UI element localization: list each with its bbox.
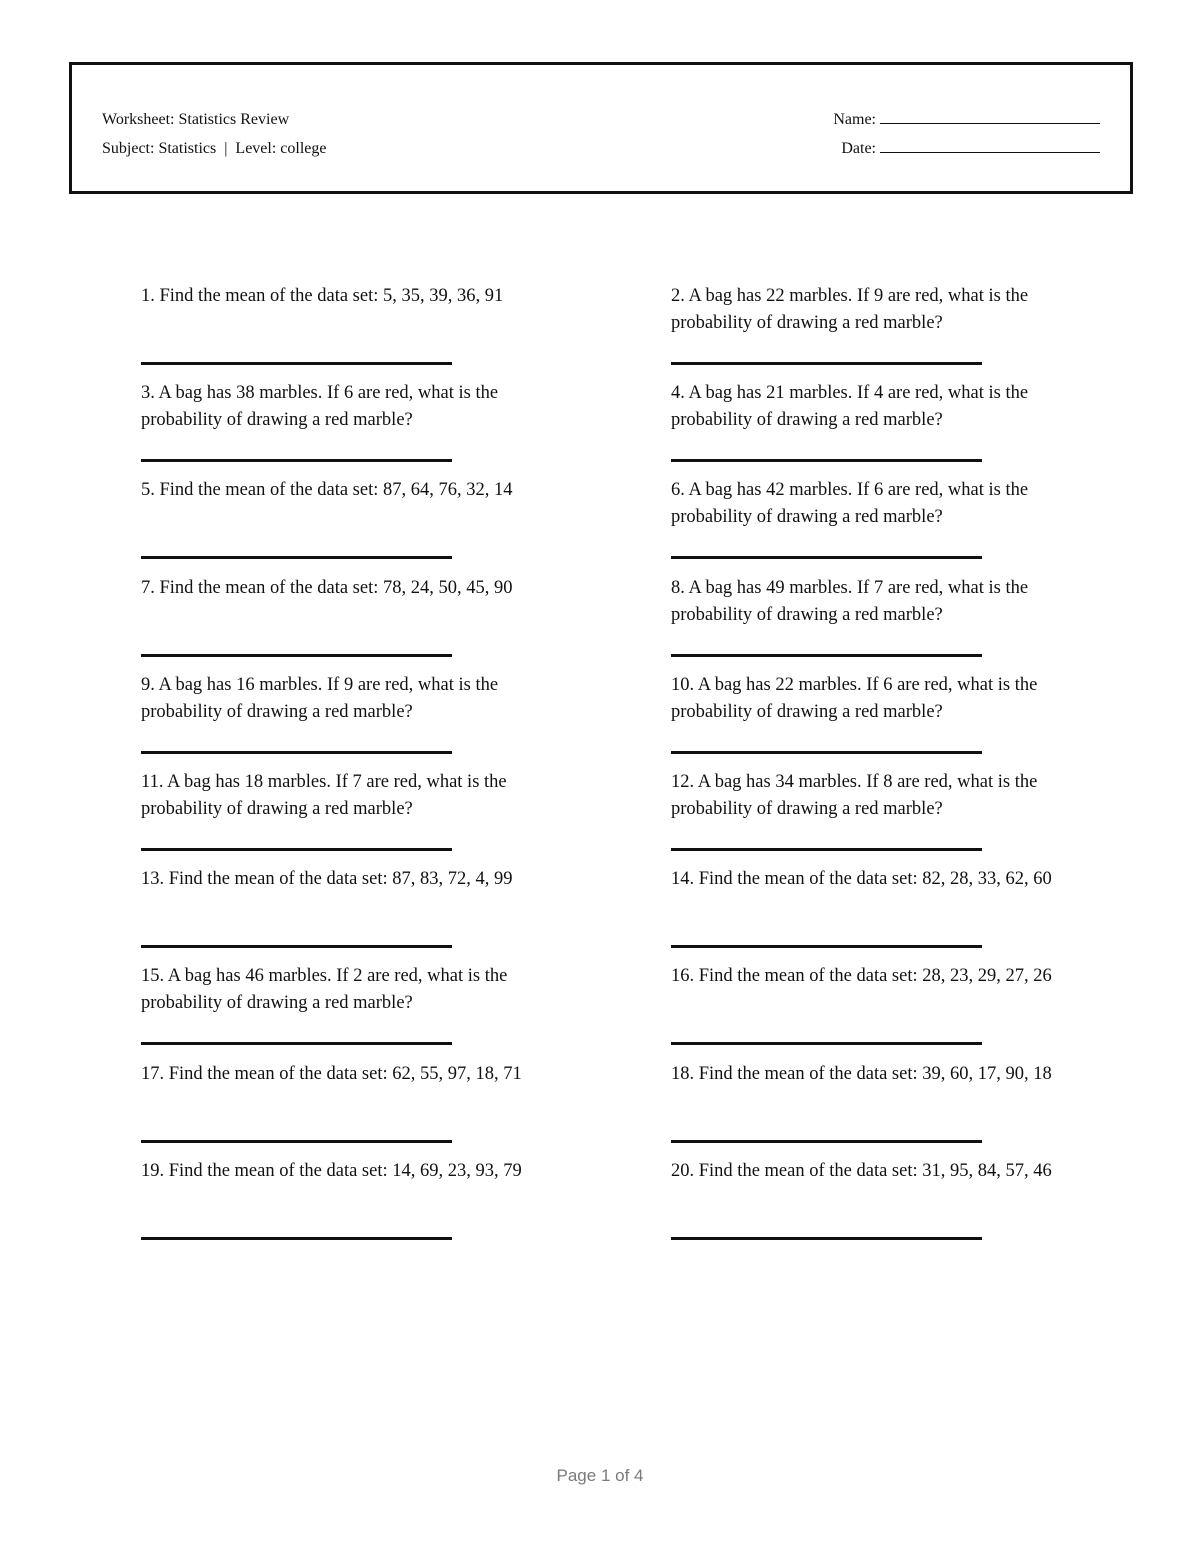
subject-label: Subject: Statistics (102, 140, 217, 157)
question-text: 6. A bag has 42 marbles. If 6 are red, what is the probability of drawing a red marble? (671, 480, 1029, 528)
question-text: 20. Find the mean of the data set: 31, 95, 84, 57, 46 (671, 1160, 1052, 1181)
answer-line[interactable] (671, 556, 982, 559)
question-text: 14. Find the mean of the data set: 82, 28, 33, 62, 60 (671, 869, 1052, 890)
question-item (671, 574, 1091, 671)
separator: | (224, 140, 228, 157)
question-item (671, 282, 1091, 379)
question-item (141, 865, 561, 962)
answer-line[interactable] (671, 1140, 982, 1143)
worksheet-title: Worksheet: Statistics Review (102, 111, 290, 128)
page-footer: Page 1 of 4 (556, 1466, 644, 1485)
question-text: 16. Find the mean of the data set: 28, 23, 29, 27, 26 (671, 966, 1052, 987)
name-field (833, 105, 1100, 134)
question-grid (141, 282, 1091, 1254)
question-item (141, 379, 561, 476)
question-item (671, 671, 1091, 768)
question-text: 12. A bag has 34 marbles. If 8 are red, what is the probability of drawing a red marble? (671, 771, 1038, 819)
question-text: 13. Find the mean of the data set: 87, 83, 72, 4, 99 (141, 869, 513, 890)
question-text: 7. Find the mean of the data set: 78, 24, 50, 45, 90 (141, 577, 513, 598)
name-label: Name: (833, 111, 876, 128)
date-field (833, 134, 1100, 163)
question-item (141, 962, 561, 1059)
question-text: 18. Find the mean of the data set: 39, 60, 17, 90, 18 (671, 1063, 1052, 1084)
question-item (671, 1157, 1091, 1254)
question-text: 17. Find the mean of the data set: 62, 55, 97, 18, 71 (141, 1063, 522, 1084)
question-text: 9. A bag has 16 marbles. If 9 are red, what is the probability of drawing a red marble? (141, 674, 499, 722)
answer-line[interactable] (141, 1237, 452, 1240)
question-item (141, 476, 561, 573)
subject-level-line (102, 134, 326, 163)
answer-line[interactable] (671, 459, 982, 462)
question-item (141, 768, 561, 865)
question-text: 11. A bag has 18 marbles. If 7 are red, what is the probability of drawing a red marble? (141, 771, 507, 819)
header-fields (833, 105, 1100, 163)
date-label: Date: (841, 140, 876, 157)
name-blank[interactable] (880, 109, 1100, 124)
answer-line[interactable] (141, 751, 452, 754)
answer-line[interactable] (141, 945, 452, 948)
answer-line[interactable] (141, 1042, 452, 1045)
answer-line[interactable] (141, 654, 452, 657)
question-item (671, 962, 1091, 1059)
question-item (671, 768, 1091, 865)
question-text: 15. A bag has 46 marbles. If 2 are red, what is the probability of drawing a red marble? (141, 966, 508, 1014)
question-item (141, 574, 561, 671)
question-item (141, 282, 561, 379)
answer-line[interactable] (671, 362, 982, 365)
question-text: 1. Find the mean of the data set: 5, 35, 39, 36, 91 (141, 286, 504, 306)
answer-line[interactable] (671, 945, 982, 948)
date-blank[interactable] (880, 138, 1100, 153)
answer-line[interactable] (671, 1042, 982, 1045)
question-text: 2. A bag has 22 marbles. If 9 are red, what is the probability of drawing a red marble? (671, 286, 1029, 333)
question-item (671, 865, 1091, 962)
question-item (671, 379, 1091, 476)
worksheet-header (69, 62, 1133, 194)
level-label: Level: college (235, 140, 327, 157)
answer-line[interactable] (671, 848, 982, 851)
answer-line[interactable] (671, 1237, 982, 1240)
question-text: 19. Find the mean of the data set: 14, 69, 23, 93, 79 (141, 1160, 522, 1181)
header-info (102, 105, 326, 163)
answer-line[interactable] (141, 1140, 452, 1143)
question-text: 4. A bag has 21 marbles. If 4 are red, what is the probability of drawing a red marble? (671, 383, 1029, 431)
question-item (671, 1060, 1091, 1157)
answer-line[interactable] (671, 751, 982, 754)
question-text: 10. A bag has 22 marbles. If 6 are red, what is the probability of drawing a red marble? (671, 674, 1038, 722)
question-text: 5. Find the mean of the data set: 87, 64, 76, 32, 14 (141, 480, 513, 501)
question-text: 3. A bag has 38 marbles. If 6 are red, what is the probability of drawing a red marble? (141, 383, 499, 431)
question-item (141, 671, 561, 768)
answer-line[interactable] (141, 556, 452, 559)
answer-line[interactable] (141, 848, 452, 851)
question-item (141, 1157, 561, 1254)
question-item (671, 476, 1091, 573)
answer-line[interactable] (671, 654, 982, 657)
answer-line[interactable] (141, 459, 452, 462)
question-text: 8. A bag has 49 marbles. If 7 are red, what is the probability of drawing a red marble? (671, 577, 1029, 625)
question-item (141, 1060, 561, 1157)
answer-line[interactable] (141, 362, 452, 365)
